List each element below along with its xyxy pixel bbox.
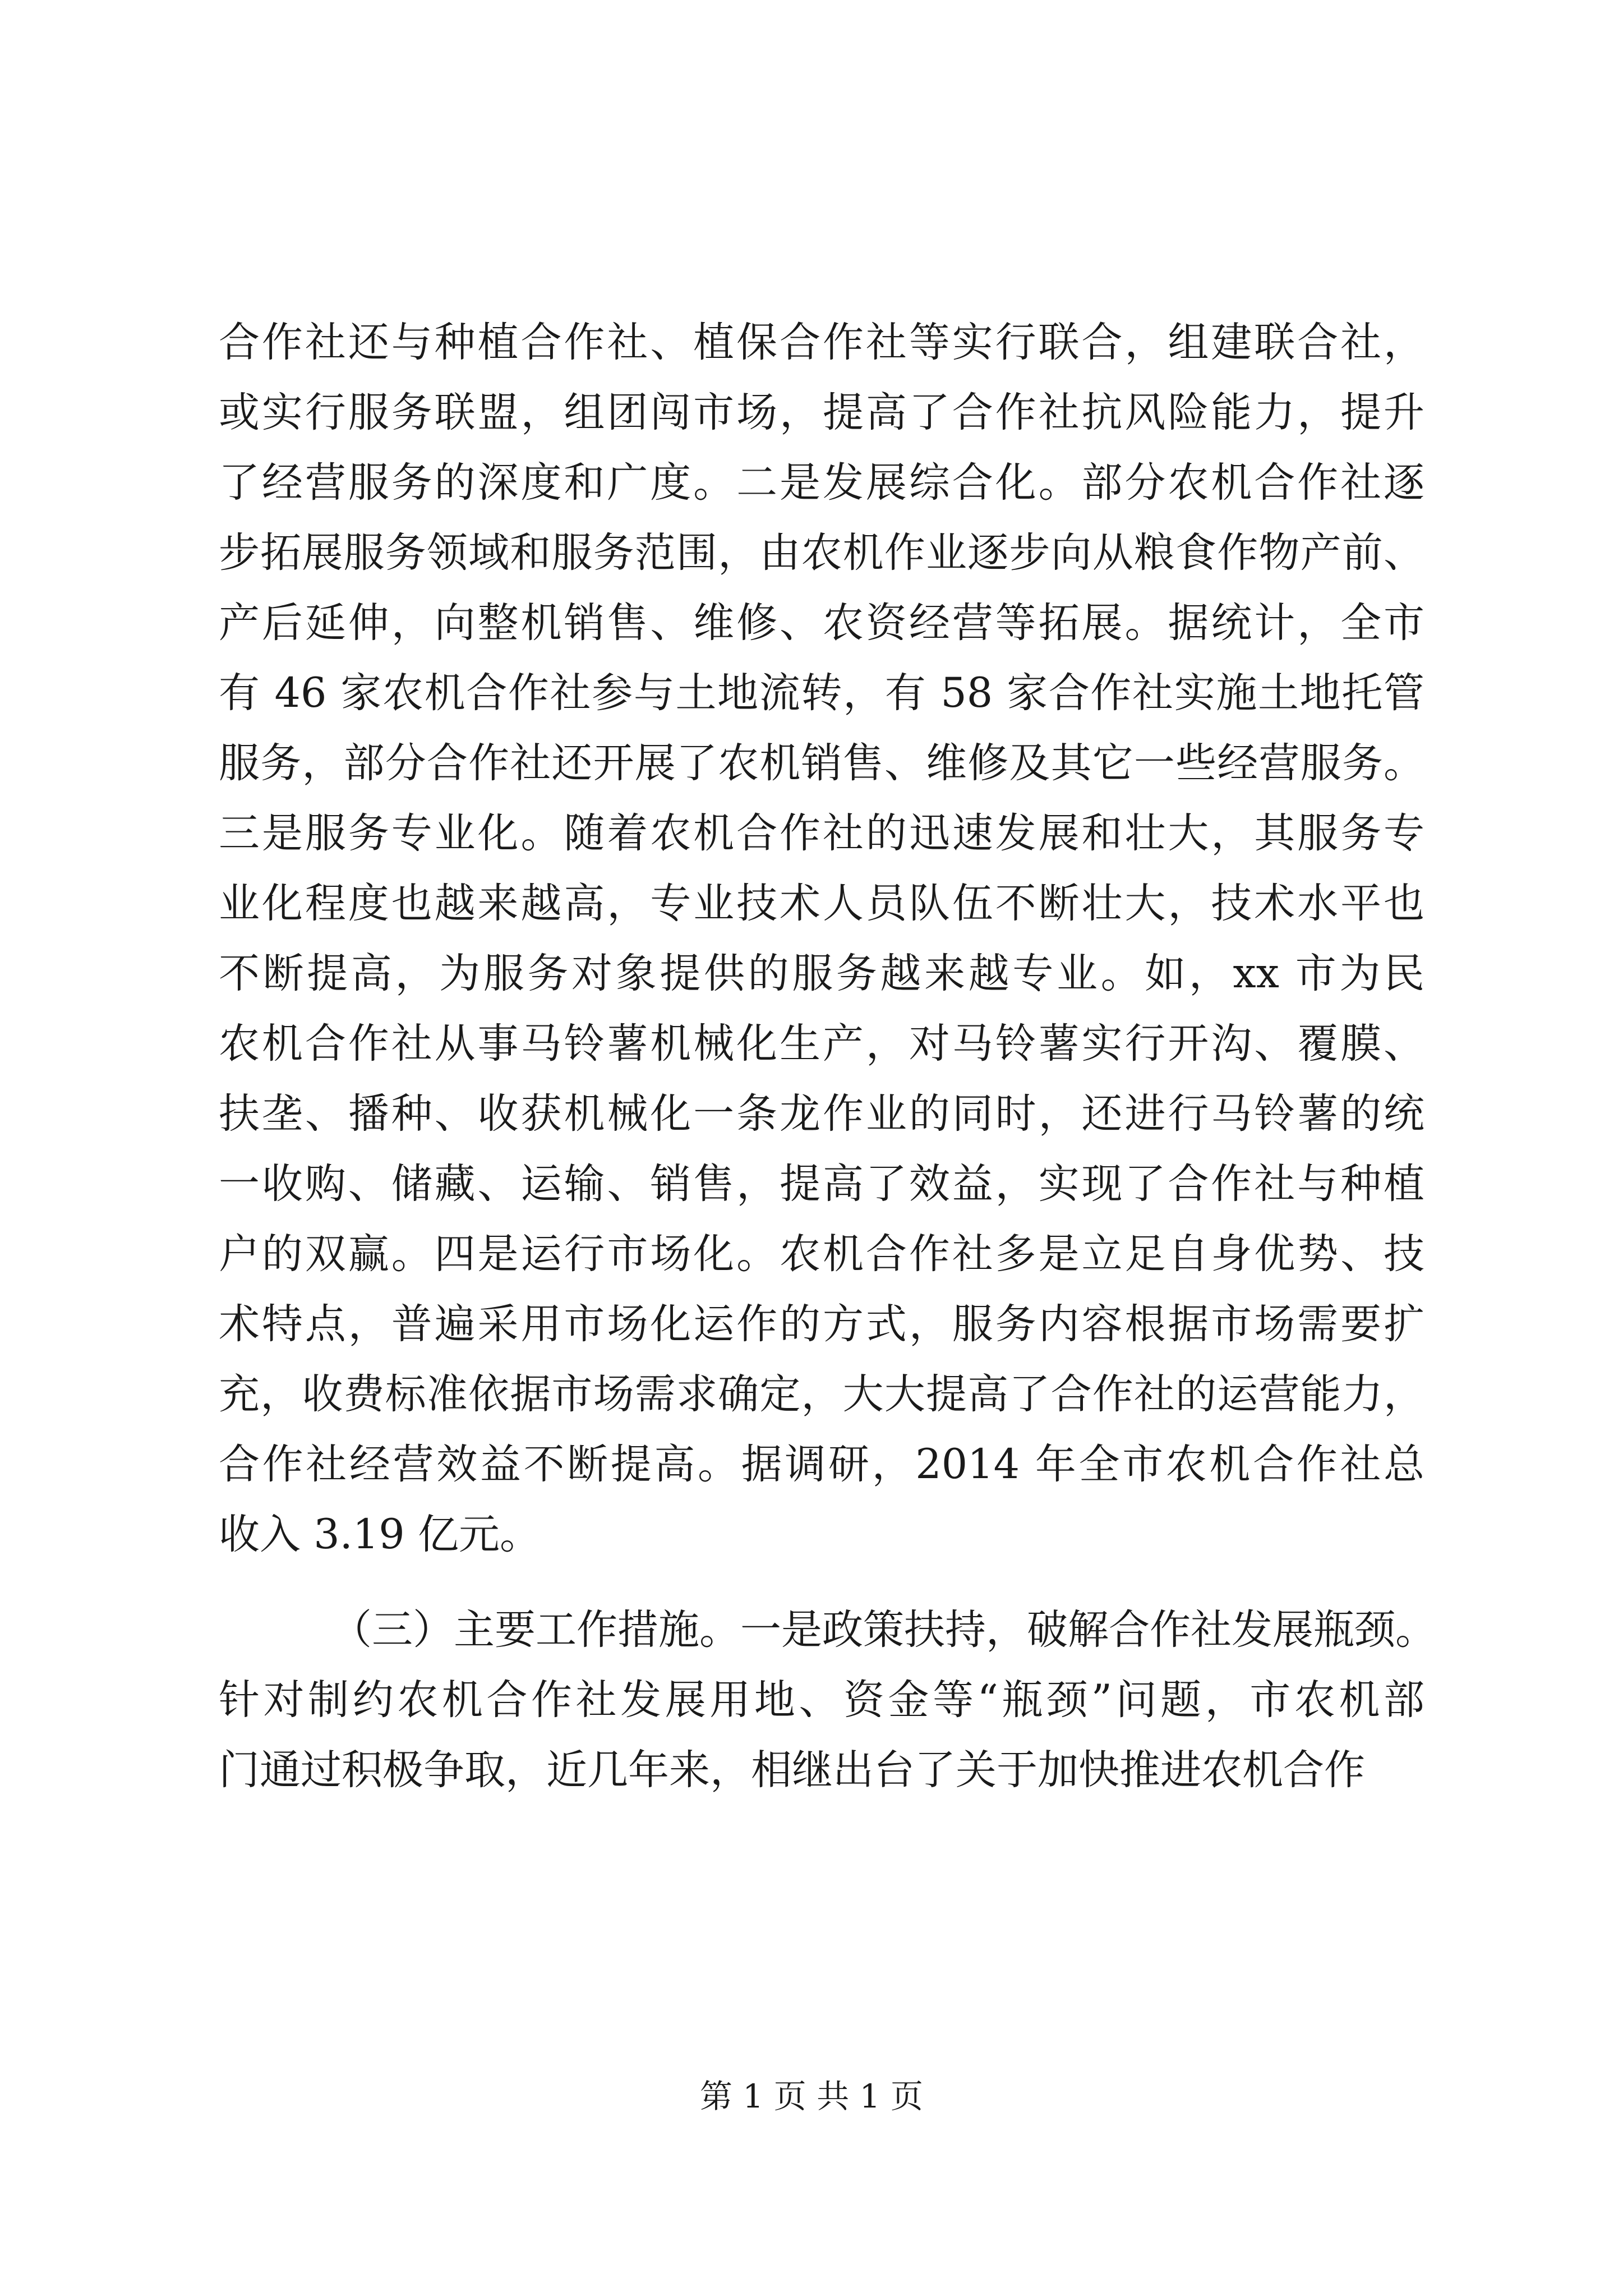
text-line: 三是服务专业化。随着农机合作社的迅速发展和壮大，其服务专 — [219, 809, 1424, 857]
text-line: 产后延伸，向整机销售、维修、农资经营等拓展。据统计，全市 — [219, 599, 1424, 647]
text-line: 合作社经营效益不断提高。据调研，2014 年全市农机合作社总 — [219, 1441, 1424, 1488]
text-line: 农机合作社从事马铃薯机械化生产，对马铃薯实行开沟、覆膜、 — [219, 1020, 1424, 1068]
text-line: 有 46 家农机合作社参与土地流转，有 58 家合作社实施土地托管 — [219, 669, 1424, 717]
text-line: 合作社还与种植合作社、植保合作社等实行联合，组建联合社， — [219, 319, 1424, 366]
page-number: 第 1 页 共 1 页 — [700, 2077, 923, 2115]
text-line: 户的双赢。四是运行市场化。农机合作社多是立足自身优势、技 — [219, 1230, 1424, 1278]
text-line: 或实行服务联盟，组团闯市场，提高了合作社抗风险能力，提升 — [219, 389, 1424, 436]
paragraph-gap — [219, 1570, 1424, 1595]
text-line: 术特点，普遍采用市场化运作的方式，服务内容根据市场需要扩 — [219, 1300, 1424, 1348]
paragraph-1 — [219, 307, 1424, 1570]
text-line: 收入 3.19 亿元。 — [219, 1511, 541, 1558]
document-body — [219, 307, 1436, 1805]
text-line: 不断提高，为服务对象提供的服务越来越专业。如，xx 市为民 — [219, 950, 1424, 997]
text-line: （三）主要工作措施。一是政策扶持，破解合作社发展瓶颈。 — [331, 1606, 1436, 1654]
text-line: 充，收费标准依据市场需求确定，大大提高了合作社的运营能力， — [219, 1370, 1424, 1418]
text-line: 步拓展服务领域和服务范围，由农机作业逐步向从粮食作物产前、 — [219, 529, 1424, 577]
text-line: 业化程度也越来越高，专业技术人员队伍不断壮大，技术水平也 — [219, 880, 1424, 927]
page-footer — [0, 2070, 1623, 2117]
text-line: 了经营服务的深度和广度。二是发展综合化。部分农机合作社逐 — [219, 459, 1424, 507]
text-line: 针对制约农机合作社发展用地、资金等“瓶颈”问题，市农机部 — [219, 1676, 1424, 1724]
paragraph-2 — [219, 1595, 1436, 1805]
text-line: 门通过积极争取，近几年来，相继出台了关于加快推进农机合作 — [219, 1746, 1365, 1794]
text-line: 一收购、储藏、运输、销售，提高了效益，实现了合作社与种植 — [219, 1160, 1424, 1208]
text-line: 扶垄、播种、收获机械化一条龙作业的同时，还进行马铃薯的统 — [219, 1090, 1424, 1138]
text-line: 服务，部分合作社还开展了农机销售、维修及其它一些经营服务。 — [219, 739, 1424, 787]
